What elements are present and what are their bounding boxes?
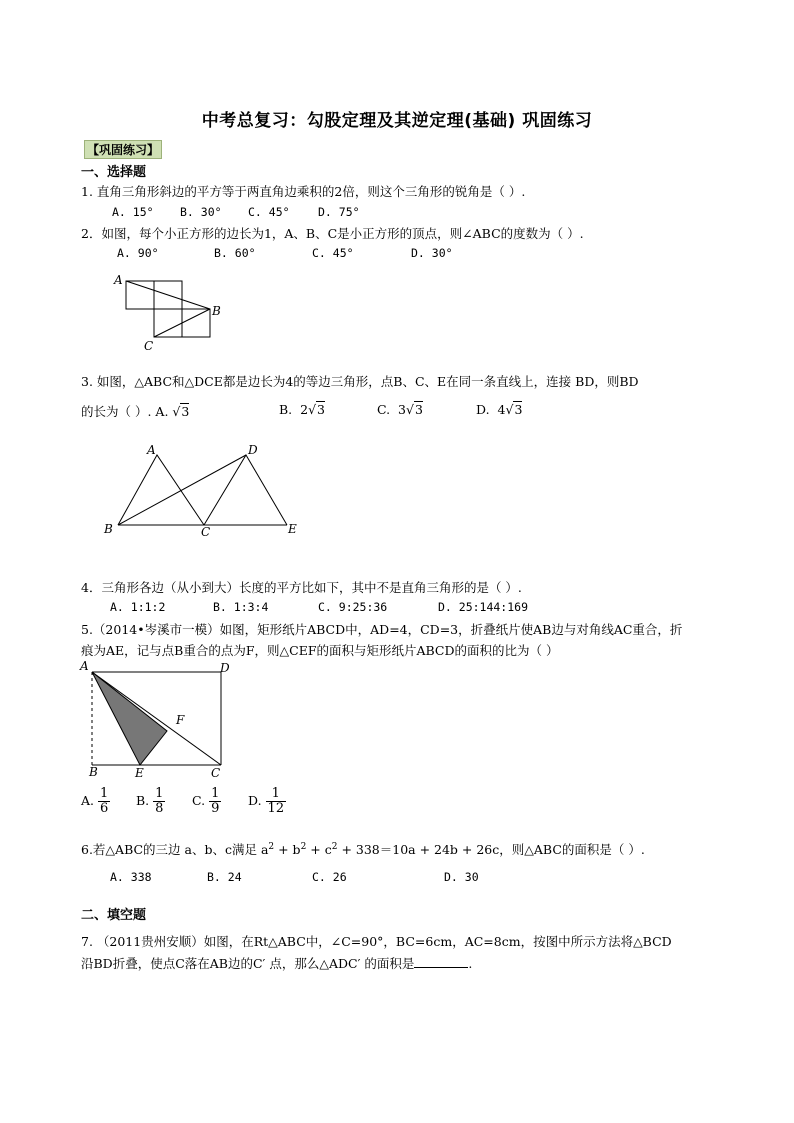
point-label-f: F bbox=[176, 713, 185, 727]
q2-option-b: B. 60° bbox=[214, 246, 256, 260]
question-5-line-2: 痕为AE，记与点B重合的点为F，则△CEF的面积与矩形纸片ABCD的面积的比为（ ） bbox=[81, 643, 559, 658]
fraction: $\frac{1}{12}$ bbox=[267, 786, 285, 816]
q3-option-a-label: 的长为（ ）. A. bbox=[81, 404, 169, 419]
q5-option-a: A. $\frac{1}{6}$ bbox=[81, 786, 109, 816]
q5-option-d: D. $\frac{1}{12}$ bbox=[248, 786, 285, 816]
point-label-b: B bbox=[104, 522, 113, 536]
answer-blank[interactable] bbox=[414, 955, 468, 968]
q4-option-c: C. 9:25:36 bbox=[318, 600, 388, 614]
diagonal-ac bbox=[92, 672, 221, 765]
q2-option-c: C. 45° bbox=[312, 246, 354, 260]
q5-option-b: B. $\frac{1}{8}$ bbox=[136, 786, 164, 816]
point-label-c: C bbox=[201, 525, 211, 539]
q2-option-d: D. 30° bbox=[411, 246, 453, 260]
point-label-b: B bbox=[212, 304, 221, 318]
q1-option-d: D. 75° bbox=[318, 205, 360, 219]
q2-option-a: A. 90° bbox=[117, 246, 159, 260]
point-label-d: D bbox=[248, 443, 258, 457]
point-label-b: B bbox=[89, 765, 98, 779]
point-label-e: E bbox=[288, 522, 297, 536]
q4-option-b: B. 1:3:4 bbox=[213, 600, 269, 614]
fraction: $\frac{1}{6}$ bbox=[100, 786, 109, 816]
question-3-line-1: 3. 如图，△ABC和△DCE都是边长为4的等边三角形，点B、C、E在同一条直线上，连接 BD，则BD bbox=[81, 374, 639, 389]
fraction: $\frac{1}{9}$ bbox=[211, 786, 220, 816]
page-title: 中考总复习：勾股定理及其逆定理(基础) 巩固练习 bbox=[201, 111, 593, 131]
point-label-a: A bbox=[147, 443, 156, 457]
question-6: 6.若△ABC的三边 a、b、c满足 $a^2 + b^2 + c^2 + 338=10a + 24b + 26c$，则△ABC的面积是（ ）. bbox=[81, 841, 645, 857]
q3-option-c: C. 3√3 bbox=[377, 402, 423, 417]
question-7-line-1: 7. （2011贵州安顺）如图，在Rt△ABC中，∠C=90°，BC=6cm，AC=8cm，按图中所示方法将△BCD bbox=[81, 934, 672, 949]
q1-option-a: A. 15° bbox=[112, 205, 154, 219]
point-label-c: C bbox=[144, 339, 154, 353]
question-5-line-1: 5.（2014•岑溪市一模）如图，矩形纸片ABCD中，AD=4，CD=3，折叠纸片使AB边与对角线AC重合，折 bbox=[81, 622, 683, 637]
q5-option-c: C. $\frac{1}{9}$ bbox=[192, 786, 220, 816]
question-1: 1. 直角三角形斜边的平方等于两直角边乘积的2倍，则这个三角形的锐角是（ ）. bbox=[81, 184, 526, 199]
point-label-a: A bbox=[80, 659, 89, 673]
q3-option-a-value: √3 bbox=[172, 404, 190, 419]
section-tag: 【巩固练习】 bbox=[84, 140, 162, 159]
question-4: 4．三角形各边（从小到大）长度的平方比如下，其中不是直角三角形的是（ ）. bbox=[81, 580, 522, 595]
q1-option-c: C. 45° bbox=[248, 205, 290, 219]
q1-option-b: B. 30° bbox=[180, 205, 222, 219]
q6-option-c: C. 26 bbox=[312, 870, 347, 884]
question-7-line-2: 沿BD折叠，使点C落在AB边的C′ 点，那么△ADC′ 的面积是 . bbox=[81, 956, 473, 971]
point-label-d: D bbox=[220, 661, 230, 675]
q4-option-a: A. 1:1:2 bbox=[110, 600, 166, 614]
section-heading-choice: 一、选择题 bbox=[81, 165, 147, 180]
fraction: $\frac{1}{8}$ bbox=[155, 786, 164, 816]
q6-option-d: D. 30 bbox=[444, 870, 479, 884]
section-heading-fill: 二、填空题 bbox=[81, 908, 147, 923]
question-2: 2．如图，每个小正方形的边长为1，A、B、C是小正方形的顶点，则∠ABC的度数为（ ）. bbox=[81, 226, 584, 241]
q3-option-b: B. 2√3 bbox=[279, 402, 325, 417]
q3-option-d: D. 4√3 bbox=[476, 402, 523, 417]
point-label-c: C bbox=[211, 766, 221, 780]
q6-option-b: B. 24 bbox=[207, 870, 242, 884]
point-label-e: E bbox=[135, 766, 144, 780]
q6-option-a: A. 338 bbox=[110, 870, 152, 884]
point-label-a: A bbox=[114, 273, 123, 287]
q4-option-d: D. 25:144:169 bbox=[438, 600, 529, 614]
